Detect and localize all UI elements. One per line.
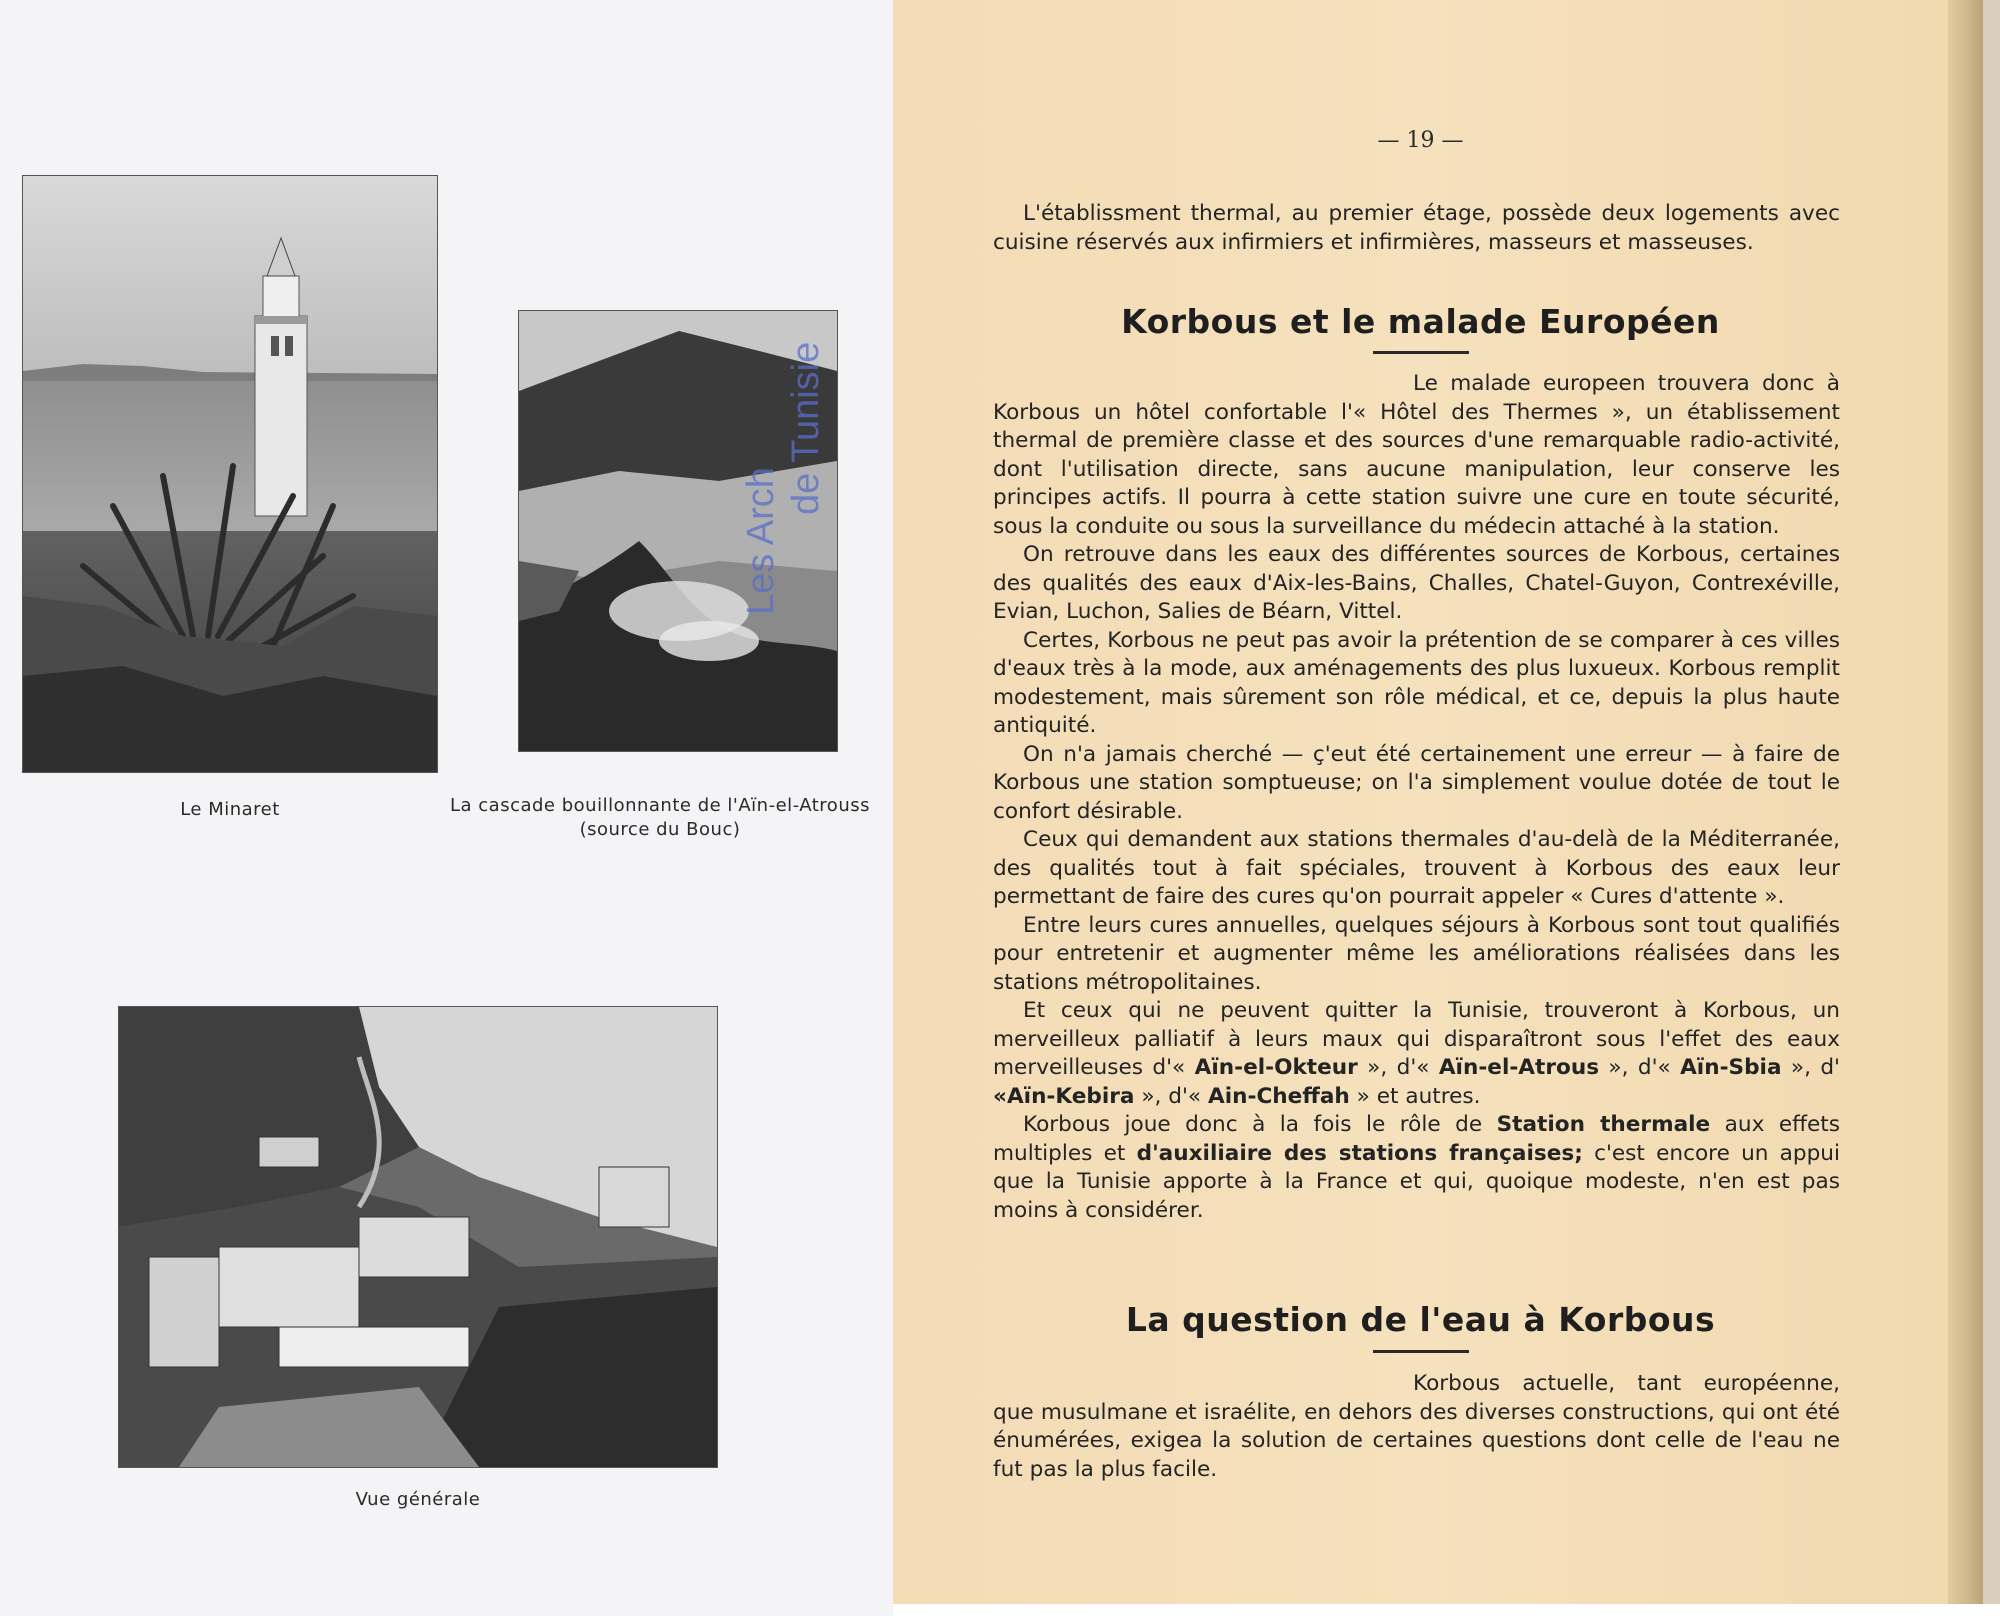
section1-p3: Certes, Korbous ne peut pas avoir la prétention de se comparer à ces villes d'eaux très à la mode, aux aménagements des plus luxueux. Korbous remplit modestement, mais sûrement son rôle médical, et ce, depuis la plus haute antiquité. [993, 627, 1840, 738]
heading-rule-1 [1373, 351, 1469, 354]
heading-question-eau: La question de l'eau à Korbous [1125, 1300, 1716, 1339]
section1-p7 [993, 997, 1840, 1111]
p7-sep1: », d'« [1357, 1055, 1439, 1080]
p7-text-end: » et autres. [1349, 1083, 1481, 1109]
page-edge-margin [1983, 0, 2000, 1604]
p8-auxiliaire: d'auxiliaire des stations françaises; [1136, 1140, 1583, 1166]
page-number: — 19 — [1377, 128, 1464, 153]
p8-text-end: c'est encore un appui que la Tunisie apporte à la France et qui, quoique modeste, n'en est pas moins à considérer. [993, 1140, 1840, 1223]
stamp-line1: Les Arch [740, 467, 782, 615]
section1-p2: On retrouve dans les eaux des différentes sources de Korbous, certaines des qualités des eaux d'Aix-les-Bains, Challes, Chatel-Guyon, Contrexéville, Evian, Luchon, Salies de Béarn, Vittel. [993, 542, 1840, 624]
right-page [893, 0, 2000, 1616]
p7-source-sbia: Aïn-Sbia [1680, 1055, 1782, 1080]
section-1 [993, 370, 1840, 1225]
p8-text-start: Korbous joue donc à la fois le rôle de [1023, 1112, 1497, 1137]
general-view-photo [118, 1006, 718, 1468]
p7-text-start: Et ceux qui ne peuvent quitter la Tunisie, trouveront à Korbous, un merveilleux palliatif à leurs maux qui disparaîtront sous l'effet des eaux merveilleuses d'« [993, 998, 1840, 1080]
minaret-caption-text: Le Minaret [180, 799, 280, 820]
cascade-caption-line2: (source du Bouc) [579, 819, 741, 840]
p8-text-mid: aux effets multiples et [993, 1112, 1840, 1166]
heading-rule-2 [1373, 1350, 1469, 1353]
minaret-photo-illustration [23, 176, 437, 772]
p7-source-atrous: Aïn-el-Atrous [1438, 1055, 1600, 1080]
intro-block [993, 200, 1840, 257]
general-view-caption-text: Vue générale [355, 1489, 481, 1510]
cascade-caption [420, 794, 900, 842]
p7-sep3: », d' [1781, 1055, 1840, 1080]
p7-source-okteur: Aïn-el-Okteur [1194, 1055, 1358, 1080]
section1-p6: Entre leurs cures annuelles, quelques séjours à Korbous sont tout qualifiés pour entretenir et augmenter même les améliorations réalisées dans les stations métropolitaines. [993, 912, 1840, 995]
stamp-line2: de Tunisie [785, 341, 827, 515]
section2-p1: Korbous actuelle, tant européenne, que musulmane et israélite, en dehors des diverses constructions, qui ont été énumérées, exigea la solution de certaines questions dont celle de l'eau ne fut pas la plus facile. [993, 1371, 1840, 1482]
p7-sep2: », d'« [1599, 1055, 1681, 1080]
cascade-caption-line1: La cascade bouillonnante de l'Aïn-el-Atrouss [449, 795, 870, 816]
archive-stamp-graphic [728, 270, 858, 650]
general-view-photo-illustration [119, 1007, 717, 1467]
heading-korbous-malade: Korbous et le malade Européen [1121, 302, 1720, 341]
intro-paragraph: L'établissment thermal, au premier étage, possède deux logements avec cuisine réservés aux infirmiers et infirmières, masseurs et masseuses. [993, 201, 1840, 255]
general-view-caption [318, 1488, 518, 1512]
section1-p8 [993, 1111, 1840, 1225]
minaret-photo [22, 175, 438, 773]
section1-p4: On n'a jamais cherché — ç'eut été certainement une erreur — à faire de Korbous une station somptueuse; on l'a simplement voulue dotée de tout le confort désirable. [993, 741, 1840, 824]
section1-p5: Ceux qui demandent aux stations thermales d'au-delà de la Méditerranée, des qualités tout à fait spéciales, trouvent à Korbous des eaux leur permettant de faire des cures qu'on pourrait appeler « Cures d'attente ». [993, 827, 1840, 909]
page-edge [1948, 0, 1983, 1604]
section-2 [993, 1370, 1840, 1484]
left-page [0, 0, 893, 1616]
p7-source-kebira: «Aïn-Kebira [993, 1083, 1135, 1109]
paper [893, 0, 1948, 1604]
p8-station-thermale: Station thermale [1496, 1112, 1711, 1137]
minaret-caption [122, 798, 338, 822]
p7-sep4: », d'« [1134, 1083, 1209, 1109]
section1-p1: Le malade europeen trouvera donc à Korbous un hôtel confortable l'« Hôtel des Thermes », un établissement thermal de première classe et des sources d'une remarquable radio-activité, dont l'utilisation directe, sans aucune manipulation, leur conserve les principes actifs. Il pourra à cette station suivre une cure en toute sécurité, sous la conduite ou sous la surveillance du médecin attaché à la station. [993, 371, 1840, 539]
archive-stamp [728, 270, 858, 650]
p7-source-cheffah: Ain-Cheffah [1208, 1083, 1350, 1109]
